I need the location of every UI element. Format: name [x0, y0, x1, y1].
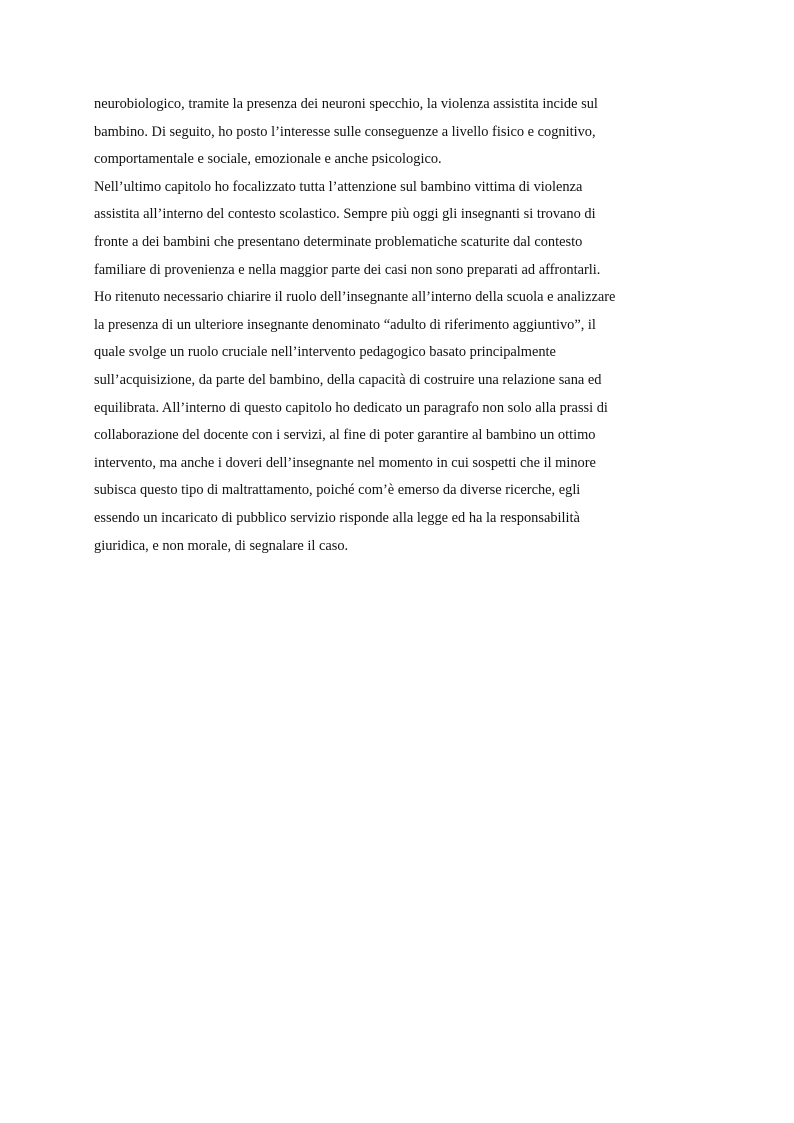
- text-line: quale svolge un ruolo cruciale nell’intervento pedagogico basato principalmente: [94, 344, 556, 361]
- text-line: collaborazione del docente con i servizi, al fine di poter garantire al bambino un ottimo: [94, 427, 596, 444]
- text-line: fronte a dei bambini che presentano determinate problematiche scaturite dal contesto: [94, 233, 583, 250]
- text-line: equilibrata. All’interno di questo capitolo ho dedicato un paragrafo non solo alla prassi di: [94, 399, 608, 416]
- text-line: comportamentale e sociale, emozionale e anche psicologico.: [94, 151, 442, 168]
- text-line: intervento, ma anche i doveri dell’insegnante nel momento in cui sospetti che il minore: [94, 454, 596, 471]
- text-line: assistita all’interno del contesto scolastico. Sempre più oggi gli insegnanti si trovano di: [94, 206, 596, 223]
- text-line: bambino. Di seguito, ho posto l’interesse sulle conseguenze a livello fisico e cognitivo,: [94, 123, 596, 140]
- text-line: subisca questo tipo di maltrattamento, poiché com’è emerso da diverse ricerche, egli: [94, 482, 581, 499]
- text-line: familiare di provenienza e nella maggior parte dei casi non sono preparati ad affrontarli.: [94, 261, 601, 278]
- text-line: la presenza di un ulteriore insegnante denominato “adulto di riferimento aggiuntivo”, il: [94, 316, 596, 333]
- text-line: neurobiologico, tramite la presenza dei neuroni specchio, la violenza assistita incide sul: [94, 96, 598, 112]
- text-line: essendo un incaricato di pubblico servizio risponde alla legge ed ha la responsabilità: [94, 509, 580, 526]
- text-line: Nell’ultimo capitolo ho focalizzato tutta l’attenzione sul bambino vittima di violenza: [94, 178, 583, 195]
- body-text: [94, 91, 714, 560]
- text-line: giuridica, e non morale, di segnalare il caso.: [94, 537, 349, 554]
- text-line: sull’acquisizione, da parte del bambino, della capacità di costruire una relazione sana ed: [94, 371, 602, 388]
- text-line: Ho ritenuto necessario chiarire il ruolo dell’insegnante all’interno della scuola e analizzare: [94, 289, 616, 306]
